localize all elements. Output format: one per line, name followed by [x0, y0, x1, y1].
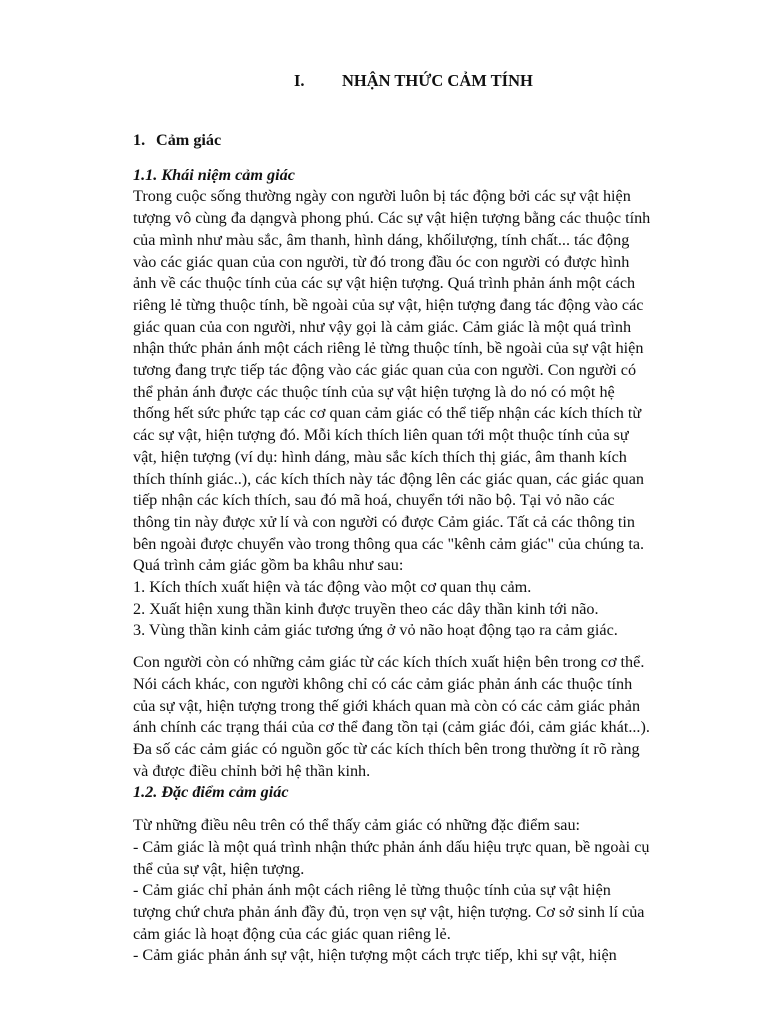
- text-line: nhận thức phản ánh một cách riêng lẻ từng thuộc tính, bề ngoài của sự vật hiện: [133, 339, 644, 358]
- text-line: vật, hiện tượng (ví dụ: hình dáng, màu sắc kích thích thị giác, âm thanh kích: [133, 447, 627, 466]
- text-line: của mình như màu sắc, âm thanh, hình dáng, khốilượng, tính chất... tác động: [133, 230, 630, 249]
- text-line: - Cảm giác chỉ phản ánh một cách riêng lẻ từng thuộc tính của sự vật hiện: [133, 881, 611, 900]
- subsection-heading-1-1: 1.1. Khái niệm cảm giác: [133, 165, 295, 184]
- text-line: thích thính giác..), các kích thích này tác động lên các giác quan, các giác quan: [133, 469, 645, 488]
- text-line: các sự vật, hiện tượng đó. Mỗi kích thích liên quan tới một thuộc tính của sự: [133, 426, 629, 445]
- text-line: và được điều chỉnh bởi hệ thần kinh.: [133, 761, 371, 780]
- text-line: tượng chứ chưa phản ánh đầy đủ, trọn vẹn sự vật, hiện tượng. Cơ sở sinh lí của: [133, 902, 645, 921]
- text-line: cảm giác là hoạt động của các giác quan riêng lẻ.: [133, 924, 451, 943]
- text-line: tượng vô cùng đa dạngvà phong phú. Các sự vật hiện tượng bằng các thuộc tính: [133, 209, 651, 228]
- section-title: Cảm giác: [156, 131, 222, 149]
- paragraph-definition: [133, 186, 713, 642]
- text-line: Đa số các cảm giác có nguồn gốc từ các kích thích bên trong thường ít rõ ràng: [133, 739, 640, 758]
- text-line: của sự vật, hiện tượng trong thế giới khách quan mà còn có các cảm giác phản: [133, 696, 641, 715]
- text-line: 2. Xuất hiện xung thần kinh được truyền theo các dây thần kinh tới não.: [133, 599, 599, 618]
- text-line: Từ những điều nêu trên có thể thấy cảm giác có những đặc điểm sau:: [133, 816, 581, 835]
- section-number: 1.: [133, 131, 146, 149]
- chapter-number: I.: [294, 71, 305, 90]
- text-line: giác quan của con người, như vậy gọi là cảm giác. Cảm giác là một quá trình: [133, 317, 632, 336]
- text-line: 3. Vùng thần kinh cảm giác tương ứng ở vỏ não hoạt động tạo ra cảm giác.: [133, 621, 618, 640]
- text-line: Nói cách khác, con người không chỉ có các cảm giác phản ánh các thuộc tính: [133, 674, 633, 693]
- text-line: riêng lẻ từng thuộc tính, bề ngoài của sự vật, hiện tượng đang tác động vào các: [133, 295, 644, 314]
- text-line: thống hết sức phức tạp các cơ quan cảm giác có thể tiếp nhận các kích thích từ: [133, 404, 642, 423]
- text-line: thể phản ánh được các thuộc tính của sự vật hiện tượng là do nó có một hệ: [133, 382, 615, 401]
- text-line: Quá trình cảm giác gồm ba khâu như sau:: [133, 556, 404, 575]
- text-line: thể của sự vật, hiện tượng.: [133, 859, 305, 878]
- text-line: - Cảm giác là một quá trình nhận thức phản ánh dấu hiệu trực quan, bề ngoài cụ: [133, 837, 650, 856]
- text-line: Con người còn có những cảm giác từ các kích thích xuất hiện bên trong cơ thể.: [133, 653, 645, 672]
- paragraph-internal-sensations: [133, 652, 713, 782]
- text-line: Trong cuộc sống thường ngày con người luôn bị tác động bởi các sự vật hiện: [133, 187, 631, 206]
- text-line: ảnh về các thuộc tính của các sự vật hiện tượng. Quá trình phản ánh một cách: [133, 274, 636, 293]
- text-line: tương đang trực tiếp tác động vào các giác quan của con người. Con người có: [133, 361, 637, 380]
- section-heading: [133, 130, 713, 152]
- document-body: [133, 130, 713, 967]
- chapter-heading: [0, 69, 768, 93]
- text-line: 1. Kích thích xuất hiện và tác động vào một cơ quan thụ cảm.: [133, 578, 532, 597]
- subsection-heading-1-2: 1.2. Đặc điểm cảm giác: [133, 783, 289, 802]
- text-line: - Cảm giác phản ánh sự vật, hiện tượng một cách trực tiếp, khi sự vật, hiện: [133, 946, 617, 965]
- text-line: ánh chính các trạng thái của cơ thể đang tồn tại (cảm giác đói, cảm giác khát...).: [133, 718, 650, 737]
- text-line: bên ngoài được chuyển vào trong thông qua các "kênh cảm giác" của chúng ta.: [133, 534, 645, 553]
- paragraph-characteristics: [133, 815, 713, 967]
- chapter-title: NHẬN THỨC CẢM TÍNH: [342, 71, 533, 90]
- text-line: vào các giác quan của con người, từ đó trong đầu óc con người có được hình: [133, 252, 630, 271]
- text-line: tiếp nhận các kích thích, sau đó mã hoá, chuyển tới não bộ. Tại vỏ não các: [133, 491, 615, 510]
- text-line: thông tin này được xử lí và con người có được Cảm giác. Tất cả các thông tin: [133, 512, 635, 531]
